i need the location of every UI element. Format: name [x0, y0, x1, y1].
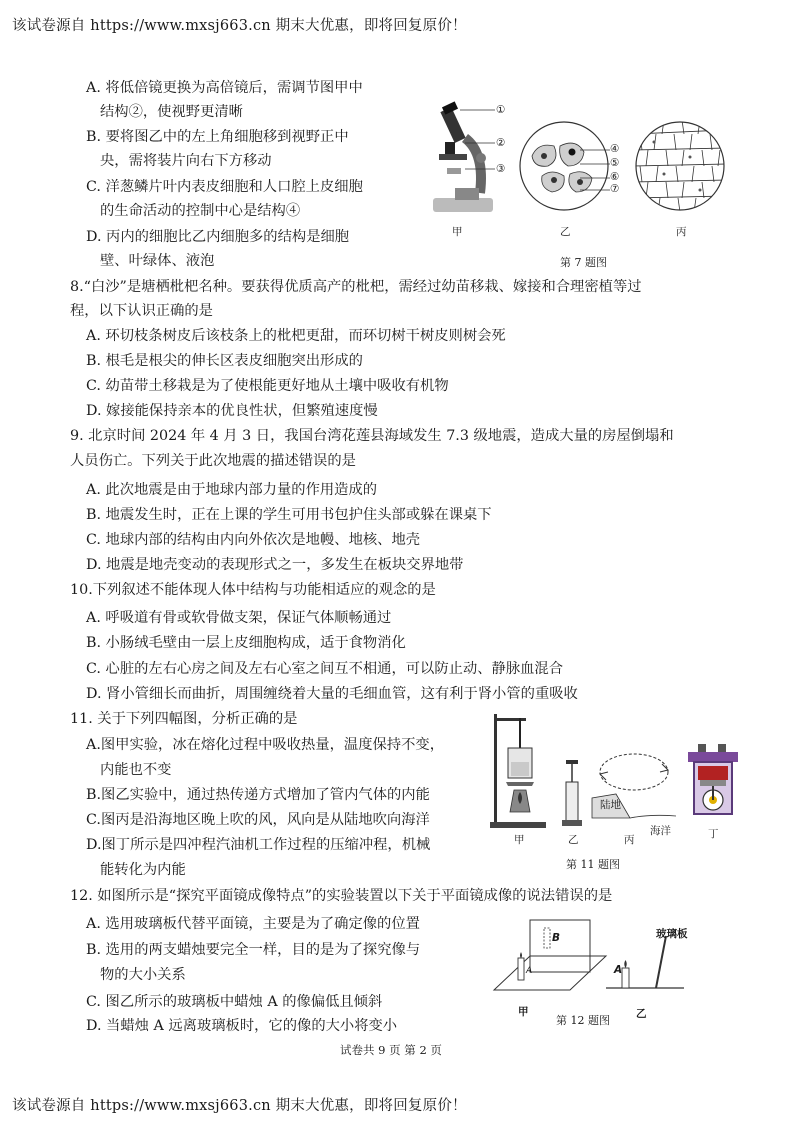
q11-option-c: C.图丙是沿海地区晚上吹的风，风向是从陆地吹向海洋	[86, 812, 430, 828]
q11-panel-label-ding: 丁	[708, 828, 719, 840]
header-banner: 该试卷源自 https://www.mxsj663.cn 期末大优惠，即将回复原价！	[12, 18, 467, 34]
q7-figure-caption: 第 7 题图	[560, 256, 607, 269]
cell-label-5: ⑤	[610, 157, 620, 169]
q11-option-d-cont: 能转化为内能	[100, 862, 186, 878]
q11-panel-label-jia: 甲	[514, 834, 525, 846]
q12-option-b-cont: 物的大小关系	[100, 967, 186, 983]
q8-option-d: D. 嫁接能保持亲本的优良性状，但繁殖速度慢	[86, 403, 378, 419]
land-label: 陆地	[600, 799, 621, 811]
q8-stem-line1: 8.“白沙”是塘栖枇杷名种。要获得优质高产的枇杷，需经过幼苗移栽、嫁接和合理密植等过	[70, 279, 642, 295]
q8-stem-line2: 程，以下认识正确的是	[70, 303, 213, 319]
q7-panel-label-bing: 丙	[676, 226, 687, 238]
q7-panel-label-yi: 乙	[560, 226, 571, 238]
ice-melting-apparatus	[486, 712, 550, 830]
candle-b-label: B	[552, 932, 561, 944]
q9-option-d: D. 地震是地壳变动的表现形式之一，多发生在板块交界地带	[86, 557, 464, 573]
q11-option-d: D.图丁所示是四冲程汽油机工作过程的压缩冲程，机械	[86, 837, 431, 853]
q7-option-c-cont: 的生命活动的控制中心是结构④	[100, 203, 301, 219]
q10-stem: 10.下列叙述不能体现人体中结构与功能相适应的观念的是	[70, 582, 436, 598]
q7-option-a-cont: 结构②，使视野更清晰	[100, 104, 243, 120]
q10-option-a: A. 呼吸道有骨或软骨做支架，保证气体顺畅通过	[86, 610, 392, 626]
q11-option-a: A.图甲实验，冰在熔化过程中吸收热量，温度保持不变，	[86, 737, 444, 753]
cell-label-7: ⑦	[610, 183, 620, 195]
q12-figure-caption: 第 12 题图	[556, 1014, 610, 1027]
candle-a-label-jia: A	[526, 966, 533, 976]
q11-option-b: B.图乙实验中，通过热传递方式增加了管内气体的内能	[86, 787, 430, 803]
q7-option-b: B. 要将图乙中的左上角细胞移到视野正中	[86, 129, 349, 145]
q7-option-d: D. 丙内的细胞比乙内细胞多的结构是细胞	[86, 229, 350, 245]
q12-option-a: A. 选用玻璃板代替平面镜，主要是为了确定像的位置	[86, 916, 420, 932]
q10-option-b: B. 小肠绒毛壁由一层上皮细胞构成，适于食物消化	[86, 635, 406, 651]
air-compression-tube	[560, 760, 584, 828]
q8-option-c: C. 幼苗带土移栽是为了使根能更好地从土壤中吸收有机物	[86, 378, 449, 394]
q11-figure-caption: 第 11 题图	[566, 858, 620, 871]
plane-mirror-setup	[490, 916, 610, 994]
q9-stem-line2: 人员伤亡。下列关于此次地震的描述错误的是	[70, 453, 356, 469]
q12-option-b: B. 选用的两支蜡烛要完全一样，目的是为了探究像与	[86, 942, 421, 958]
page-footer: 试卷共 9 页 第 2 页	[340, 1043, 442, 1057]
candle-a-label-yi: A	[614, 964, 623, 976]
q11-stem: 11. 关于下列四幅图，分析正确的是	[70, 711, 298, 727]
q9-option-a: A. 此次地震是由于地球内部力量的作用造成的	[86, 482, 378, 498]
q7-option-a: A. 将低倍镜更换为高倍镜后，需调节图甲中	[86, 80, 363, 96]
cell-label-6: ⑥	[610, 171, 620, 183]
footer-banner: 该试卷源自 https://www.mxsj663.cn 期末大优惠，即将回复原价！	[12, 1098, 467, 1114]
q8-option-a: A. 环切枝条树皮后该枝条上的枇杷更甜，而环切树干树皮则树会死	[86, 328, 506, 344]
glass-plate-label: 玻璃板	[656, 928, 688, 940]
q7-option-c: C. 洋葱鳞片叶内表皮细胞和人口腔上皮细胞	[86, 179, 363, 195]
q7-option-d-cont: 壁、叶绿体、液泡	[100, 253, 215, 269]
q11-panel-label-bing: 丙	[624, 834, 635, 846]
q9-stem-line1: 9. 北京时间 2024 年 4 月 3 日，我国台湾花莲县海域发生 7.3 级地震，造成大量的房屋倒塌和	[70, 428, 674, 444]
sea-label: 海洋	[650, 825, 671, 837]
q9-option-c: C. 地球内部的结构由内向外依次是地幔、地核、地壳	[86, 532, 421, 548]
q9-option-b: B. 地震发生时，正在上课的学生可用书包护住头部或躲在课桌下	[86, 507, 492, 523]
microscope-leader-lines	[455, 100, 500, 175]
cell-label-4: ④	[610, 143, 620, 155]
microscope-label-1: ①	[496, 104, 506, 116]
q12-option-c: C. 图乙所示的玻璃板中蜡烛 A 的像偏低且倾斜	[86, 994, 383, 1010]
q8-option-b: B. 根毛是根尖的伸长区表皮细胞突出形成的	[86, 353, 363, 369]
engine-cylinder-diagram	[684, 744, 742, 818]
q11-panel-label-yi: 乙	[568, 834, 579, 846]
q12-panel-label-jia: 甲	[518, 1006, 529, 1018]
microscope-label-2: ②	[496, 137, 506, 149]
q12-panel-label-yi: 乙	[636, 1008, 647, 1020]
q7-option-b-cont: 央，需将装片向右下方移动	[100, 153, 272, 169]
microscope-label-3: ③	[496, 163, 506, 175]
onion-cells-figure	[634, 120, 726, 212]
q10-option-c: C. 心脏的左右心房之间及左右心室之间互不相通，可以防止动、静脉血混合	[86, 661, 564, 677]
q11-option-a-cont: 内能也不变	[100, 762, 172, 778]
q12-stem: 12. 如图所示是“探究平面镜成像特点”的实验装置以下关于平面镜成像的说法错误的是	[70, 888, 613, 904]
q12-option-d: D. 当蜡烛 A 远离玻璃板时，它的像的大小将变小	[86, 1018, 398, 1034]
q10-option-d: D. 肾小管细长而曲折，周围缠绕着大量的毛细血管，这有利于肾小管的重吸收	[86, 686, 578, 702]
q7-panel-label-jia: 甲	[452, 226, 463, 238]
